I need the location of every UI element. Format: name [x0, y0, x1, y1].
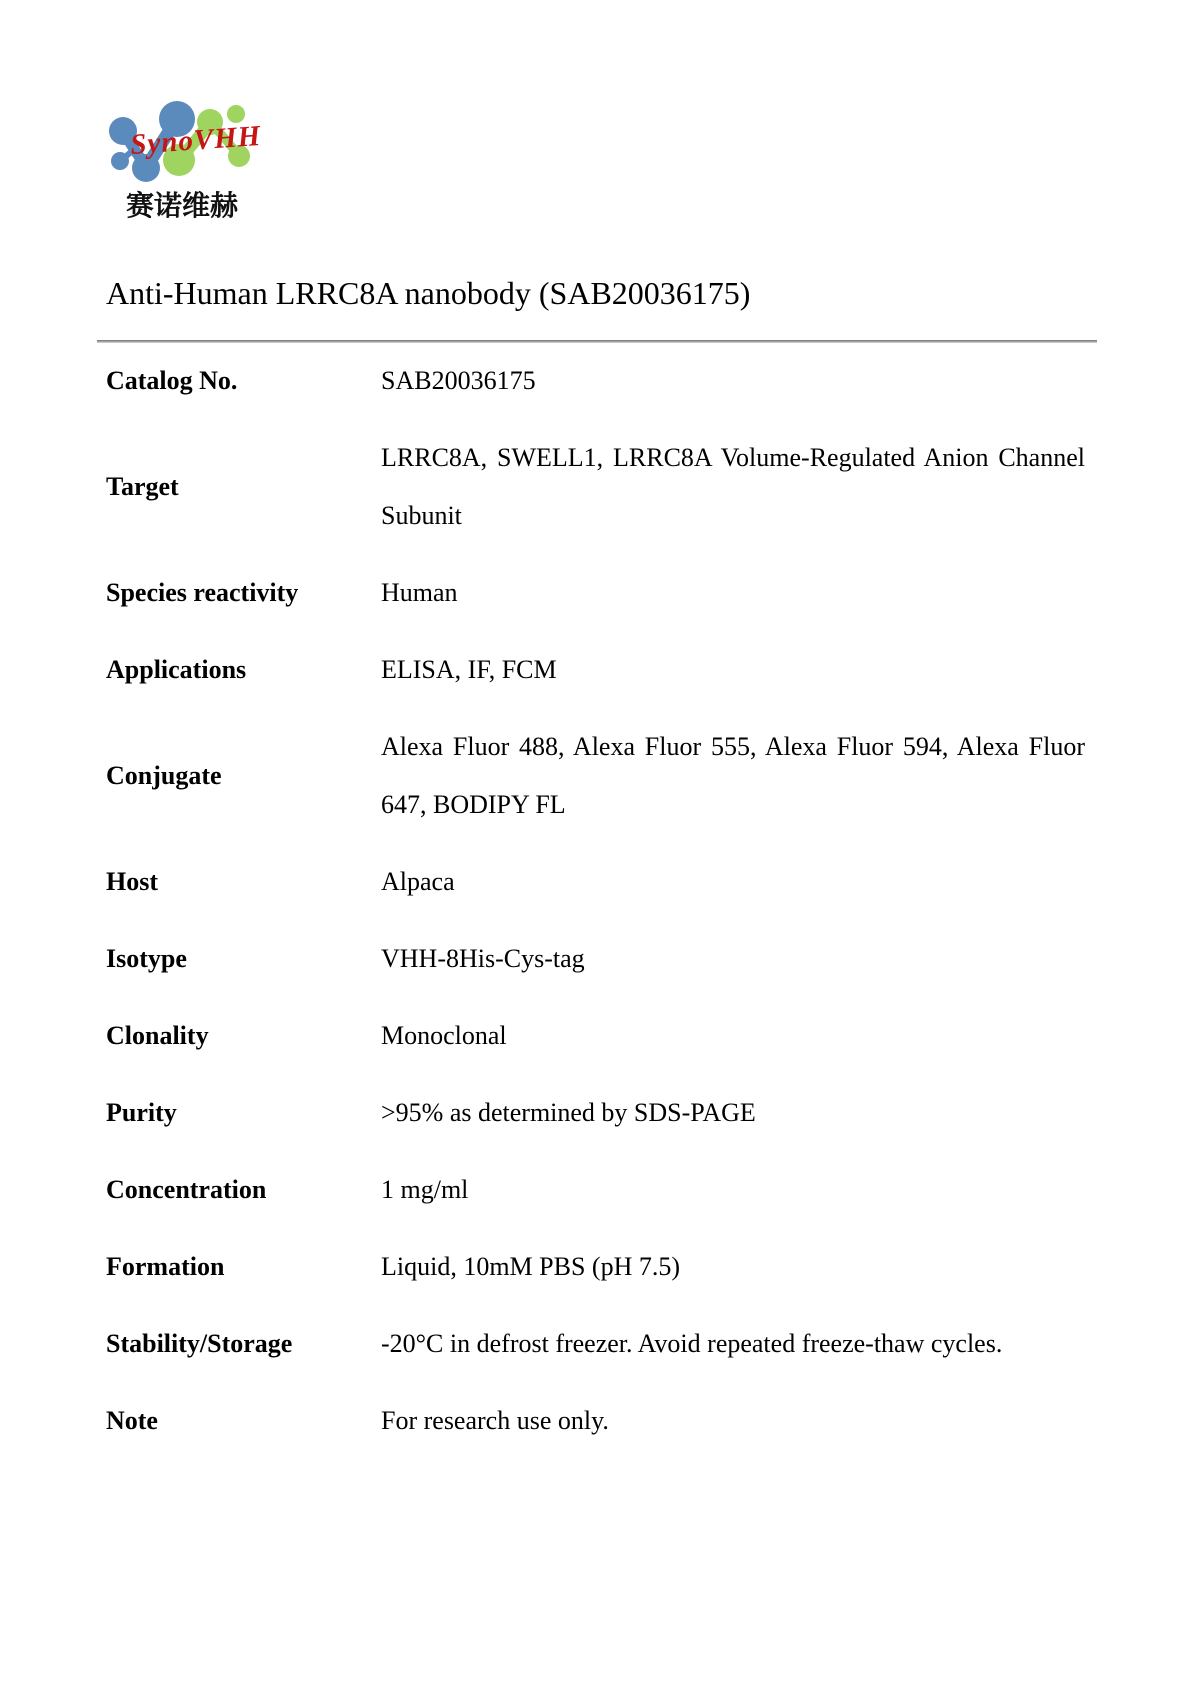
table-row [106, 564, 1085, 622]
table-row [106, 1084, 1085, 1142]
title-divider [97, 340, 1097, 343]
table-row [106, 641, 1085, 699]
table-row [106, 1007, 1085, 1065]
synovhh-logo-icon [98, 93, 260, 188]
table-row [106, 352, 1085, 410]
row-value: Liquid, 10mM PBS (pH 7.5) [381, 1252, 681, 1281]
row-label: Applications [106, 655, 247, 684]
row-value: Alexa Fluor 488, Alexa Fluor 555, Alexa Fluor 594, Alexa Fluor 647, BODIPY FL [381, 732, 1085, 819]
row-value: VHH-8His-Cys-tag [381, 944, 585, 973]
page-title: Anti-Human LRRC8A nanobody (SAB20036175) [106, 275, 751, 311]
row-value: >95% as determined by SDS-PAGE [381, 1098, 756, 1127]
row-value: -20°C in defrost freezer. Avoid repeated freeze-thaw cycles. [381, 1329, 1003, 1358]
table-row [106, 429, 1085, 545]
row-value: Monoclonal [381, 1021, 507, 1050]
row-value: For research use only. [381, 1406, 609, 1435]
row-value: 1 mg/ml [381, 1175, 469, 1204]
company-logo [98, 93, 260, 193]
table-row [106, 930, 1085, 988]
row-value: ELISA, IF, FCM [381, 655, 557, 684]
row-label: Catalog No. [106, 366, 238, 395]
table-row [106, 718, 1085, 834]
row-label: Stability/Storage [106, 1329, 293, 1358]
brand-name-text: SynoVHH [129, 119, 260, 161]
spec-table [106, 352, 1085, 1469]
row-label: Clonality [106, 1021, 209, 1050]
row-label: Host [106, 867, 158, 896]
table-row [106, 1161, 1085, 1219]
row-label: Target [106, 472, 179, 501]
row-value: LRRC8A, SWELL1, LRRC8A Volume-Regulated Anion Channel Subunit [381, 443, 1085, 530]
table-row [106, 1238, 1085, 1296]
table-row [106, 853, 1085, 911]
brand-name-chinese: 赛诺维赫 [126, 190, 239, 221]
row-label: Note [106, 1406, 158, 1435]
row-label: Purity [106, 1098, 177, 1127]
row-label: Formation [106, 1252, 225, 1281]
row-label: Conjugate [106, 761, 222, 790]
table-row [106, 1392, 1085, 1450]
row-label: Species reactivity [106, 578, 299, 607]
row-value: SAB20036175 [381, 366, 536, 395]
row-value: Alpaca [381, 867, 455, 896]
row-value: Human [381, 578, 458, 607]
table-row [106, 1315, 1085, 1373]
row-label: Concentration [106, 1175, 267, 1204]
row-label: Isotype [106, 944, 187, 973]
